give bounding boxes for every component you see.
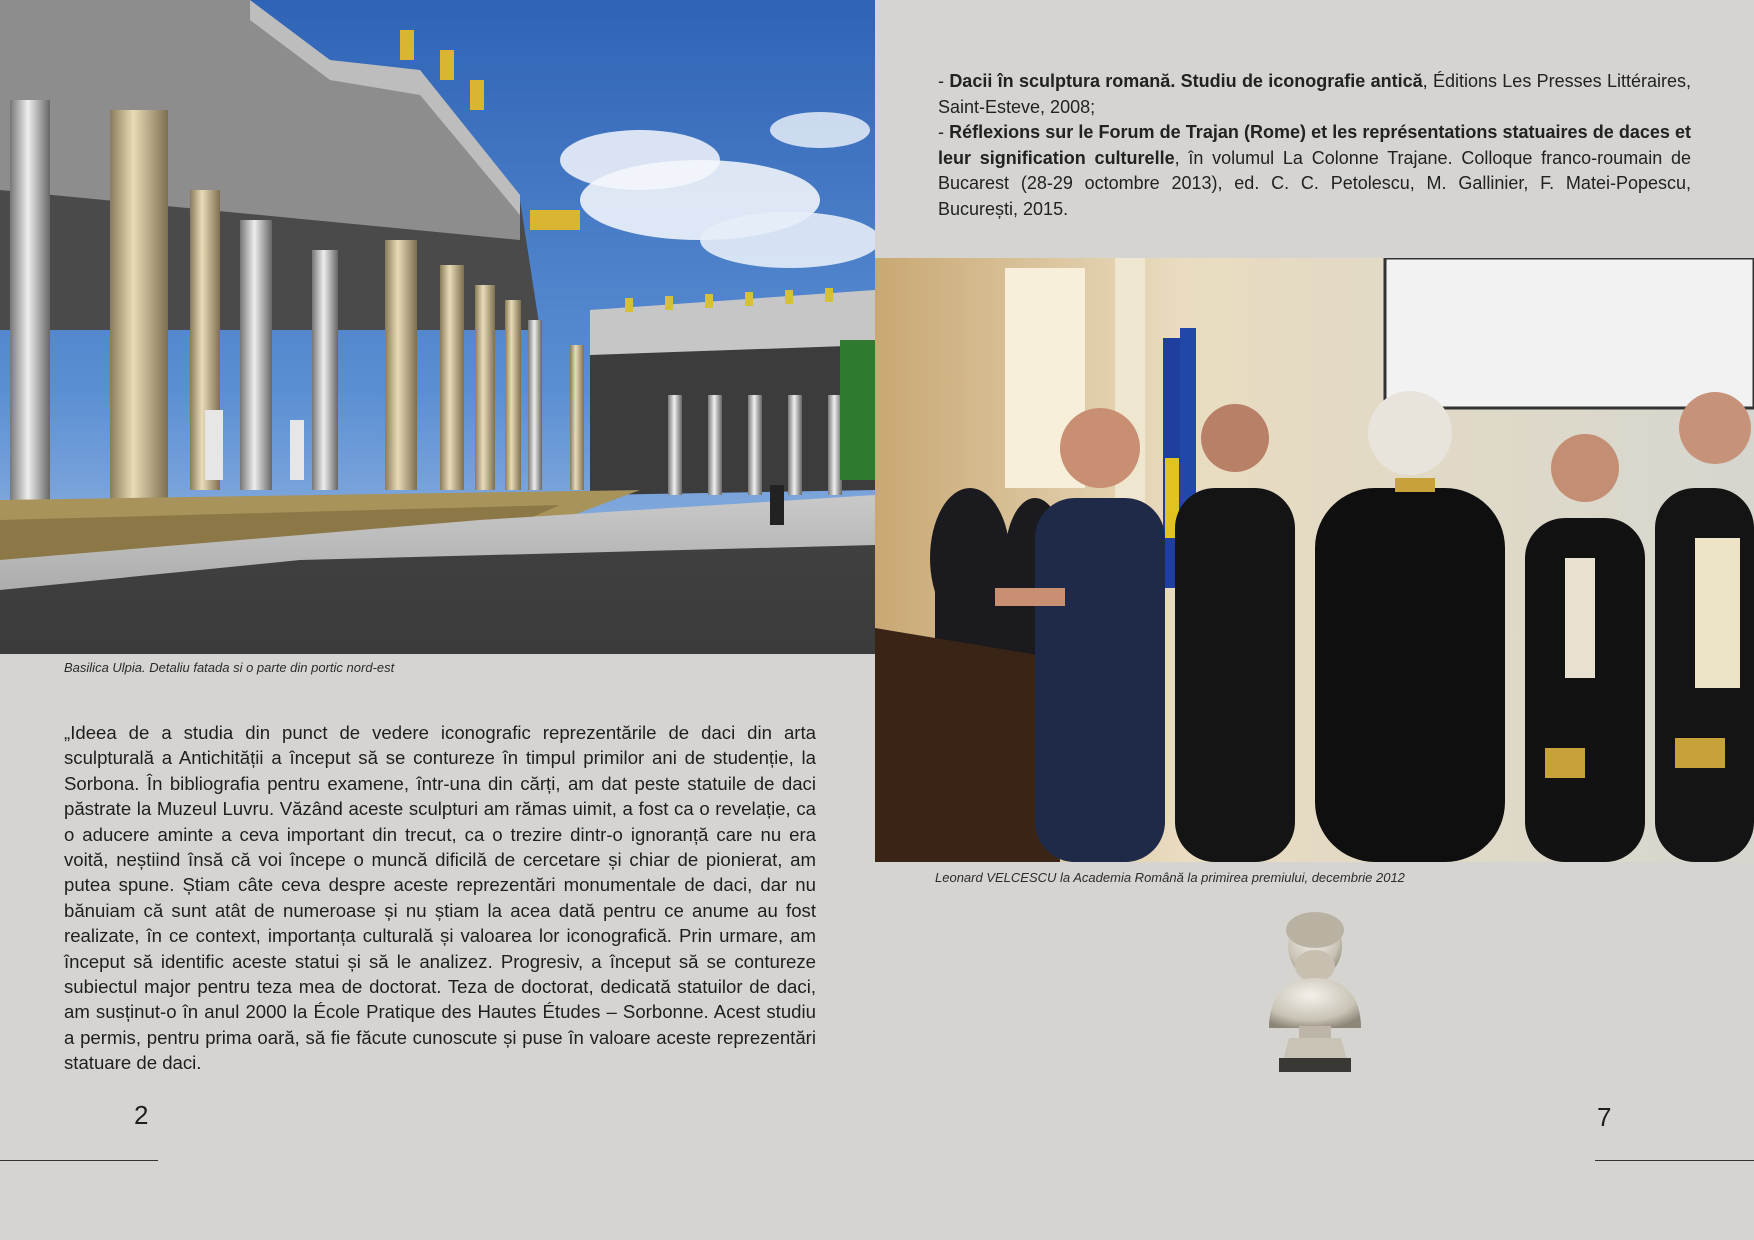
entry-bullet: -	[938, 71, 950, 91]
bibliography-details: , în volumul La Colonne Trajane. Colloque franco-roumain de Bucarest (28-29 octombre 2013), ed. C. C. Petolescu, M. Gallinier, F. Matei-Popescu, București, 2015.	[938, 147, 1691, 219]
right-page	[875, 0, 1754, 1240]
bibliography-details: , Éditions Les Presses Littéraires, Saint-Esteve, 2008;	[938, 71, 1692, 117]
bibliography-title: Dacii în sculptura romană. Studiu de iconografie antică	[949, 71, 1423, 91]
bibliography-entry	[938, 120, 1691, 222]
ceremony-photo-caption: Leonard VELCESCU la Academia Română la primirea premiului, decembrie 2012	[935, 870, 1405, 885]
main-body-paragraph: „Ideea de a studia din punct de vedere iconografic reprezentările de daci din arta sculpturală a Antichității a început să se contureze în timpul primilor ani de studenție, la Sorbona. În bibliografia pentru examene, într-una din cărți, am dat peste statuile de daci păstrate la Muzeul Luvru. Văzând aceste sculpturi am rămas uimit, a fost ca o revelație, ca o aducere aminte a ceva important din trecut, ca o trezire dintr-o ignoranță care nu era voită, neștiind însă că voi începe o muncă dificilă de cercetare și chiar de pionierat, am putea spune. Știam câte ceva despre aceste reprezentări monumentale de daci, dar nu bănuiam că sunt atât de numeroase și nu știam la acea dată pentru ce anume au fost realizate, în ce context, importanța culturală și valoarea lor iconografică. Prin urmare, am început să identific aceste statui și să le analizez. Progresiv, a început să se contureze subiectul major pentru teza mea de doctorat. Teza de doctorat, dedicată statuilor de daci, am susținut-o în anul 2000 la École Pratique des Hautes Études – Sorbonne. Acest studiu a permis, pentru prima oară, să fie făcute cunoscute și puse în valoare aceste reprezentări statuare de daci.	[64, 722, 816, 1074]
entry-bullet: -	[938, 122, 950, 142]
left-page	[0, 0, 875, 1240]
basilica-photo-caption: Basilica Ulpia. Detaliu fatada si o parte din portic nord-est	[64, 660, 395, 675]
bibliography-title: Réflexions sur le Forum de Trajan (Rome) et les représentations statuaires de daces et leur signification culturelle	[938, 122, 1691, 168]
award-ceremony-image	[875, 258, 1754, 862]
page-number-left: 2	[134, 1100, 149, 1130]
bibliography-entry	[938, 69, 1691, 120]
footer-rule-left	[0, 1160, 158, 1161]
basilica-ulpia-render-image	[0, 0, 875, 654]
bibliography-list	[938, 69, 1691, 222]
page-number-right: 7	[1597, 1102, 1612, 1132]
footer-rule-right	[1595, 1160, 1754, 1161]
marble-bust-image	[1259, 908, 1371, 1074]
